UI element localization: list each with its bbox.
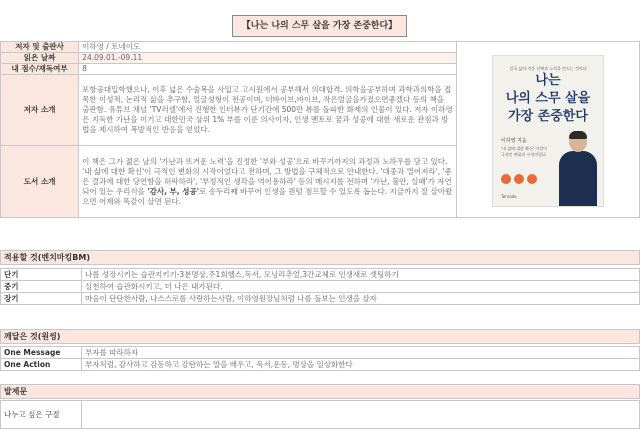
book-cover-image	[492, 55, 604, 207]
realize-table	[0, 346, 640, 371]
author-intro-value[interactable]: 포항공대입학했으나, 이후 넓은 수술복을 사입고 고시원에서 공부해서 의대합격. 의학을공부하며 과학과의학을 접목한 이성적, 논리적 삶을 추구함, 얼굴성형이 전공이며, 더바이브,바이브, 작은얼굴을가졌으면좋겠다 등의 책을 출판함. 유튜브 채널 'TV러셀'에서 진행한 인터뷰가 단기간에 500만 뷰를 돌파한 화제의 인물이 있다. 저자 이하영은 지독한 가난을 이기고 대한민국 상위 1% 부를 이룬 의사이자, 인생 멘토로 꿈과 성공에 대한 새로운 관점과 방법을 제시하여 폭발적인 반응을 얻었다.	[79, 75, 457, 146]
one-action-label: One Action	[1, 359, 82, 371]
book-intro-label: 도서 소개	[1, 146, 79, 218]
cover-author-photo	[557, 132, 597, 206]
book-intro-value[interactable]	[79, 146, 457, 218]
author-publisher-value[interactable]: 이하영 / 토네이도	[79, 42, 457, 53]
book-info-table	[0, 41, 640, 218]
realize-section-header: 깨달은 것(원씽)	[0, 329, 640, 344]
book-cover-cell	[456, 42, 639, 218]
cover-quote: '내 삶에 대한 확신' 이것이 극적인 변화의 시작이었다	[500, 145, 547, 157]
discussion-section-header: 발제문	[0, 384, 640, 399]
one-message-label: One Message	[1, 347, 82, 359]
cover-author: 이하영 지음	[500, 137, 527, 144]
short-term-value[interactable]: 나를 성장시키는 습관지키기-3분명상,주1회헬스,독서, 모닝리추얼,3간교체로 인생새로 셋팅하기	[82, 269, 640, 281]
cover-title-line1: 나는	[535, 72, 561, 88]
share-quote-label: 나누고 싶은 구절	[1, 401, 82, 429]
cover-subtitle: 결국 삶의 격은 선택과 노력을 만드는 것이다	[509, 65, 587, 71]
short-term-label: 단기	[1, 269, 82, 281]
cover-badge-3	[527, 174, 537, 184]
author-intro-label: 저자 소개	[1, 75, 79, 146]
book-intro-text-1: 이 책은 그가 젊은 날의 '가난과 뜨거운 노력'을 진정한 '부와 성공'으로 바꾸기까지의 과정과 노하우를 담고 있다. '내 삶에 대한 확신'이 극적인 변화의 시작이었다고 전하며, 그 방법을 구체적으로 안내한다. '대중과 멀어져라', '좋은 결과에 대한 당연함을 허락하라', '부정적인 생각을 역이용하라' 등의 메시지를 전하며 '가난, 불안, 실패'가 자연되어 있는 우리식을	[82, 156, 452, 196]
cover-publisher: Tornado	[500, 193, 517, 199]
cover-badge-2	[514, 174, 524, 184]
read-date-label: 읽은 날짜	[1, 53, 79, 64]
share-quote-value[interactable]	[82, 401, 640, 429]
cover-title-line3: 가장 존중한다	[508, 108, 588, 124]
one-message-value[interactable]: 부자를 따라하자	[82, 347, 640, 359]
page-title: 【나는 나의 스무 살을 가장 존중한다】	[232, 15, 407, 37]
read-date-value[interactable]: 24.09.01.-09.11	[79, 53, 457, 64]
score-label: 내 점수/재독여부	[1, 64, 79, 75]
cover-title-line2: 나의 스무 살을	[505, 90, 591, 106]
long-term-value[interactable]: 마음이 단단한사람, 나스스로를 사랑하는사람, 이하영원장님처럼 나를 돌보는 인생을 살자	[82, 293, 640, 305]
long-term-label: 장기	[1, 293, 82, 305]
cover-badge-1	[501, 174, 511, 184]
mid-term-value[interactable]: 실천하여 습관화시키고, 더 나은 내가된다.	[82, 281, 640, 293]
book-intro-bold: '감사, 부, 성공'	[147, 186, 200, 196]
one-action-value[interactable]: 부자처럼, 감사하고 감동하고 감탄하는 말을 배우고, 독서,운동, 명상을 일상화한다	[82, 359, 640, 371]
apply-table	[0, 268, 640, 305]
book-intro-text-2: 로 송두리째 바꾸어 인생을 퀀텀 점프할 수 있도록 돕는다. 지금까지 잘 살아왔으면 어제와 똑같이 살면 된다.	[82, 186, 453, 206]
score-value[interactable]: 8	[79, 64, 457, 75]
mid-term-label: 중기	[1, 281, 82, 293]
author-publisher-label: 저자 및 출판사	[1, 42, 79, 53]
apply-section-header: 적용할 것(벤치마킹BM)	[0, 250, 640, 265]
discussion-table	[0, 400, 640, 429]
